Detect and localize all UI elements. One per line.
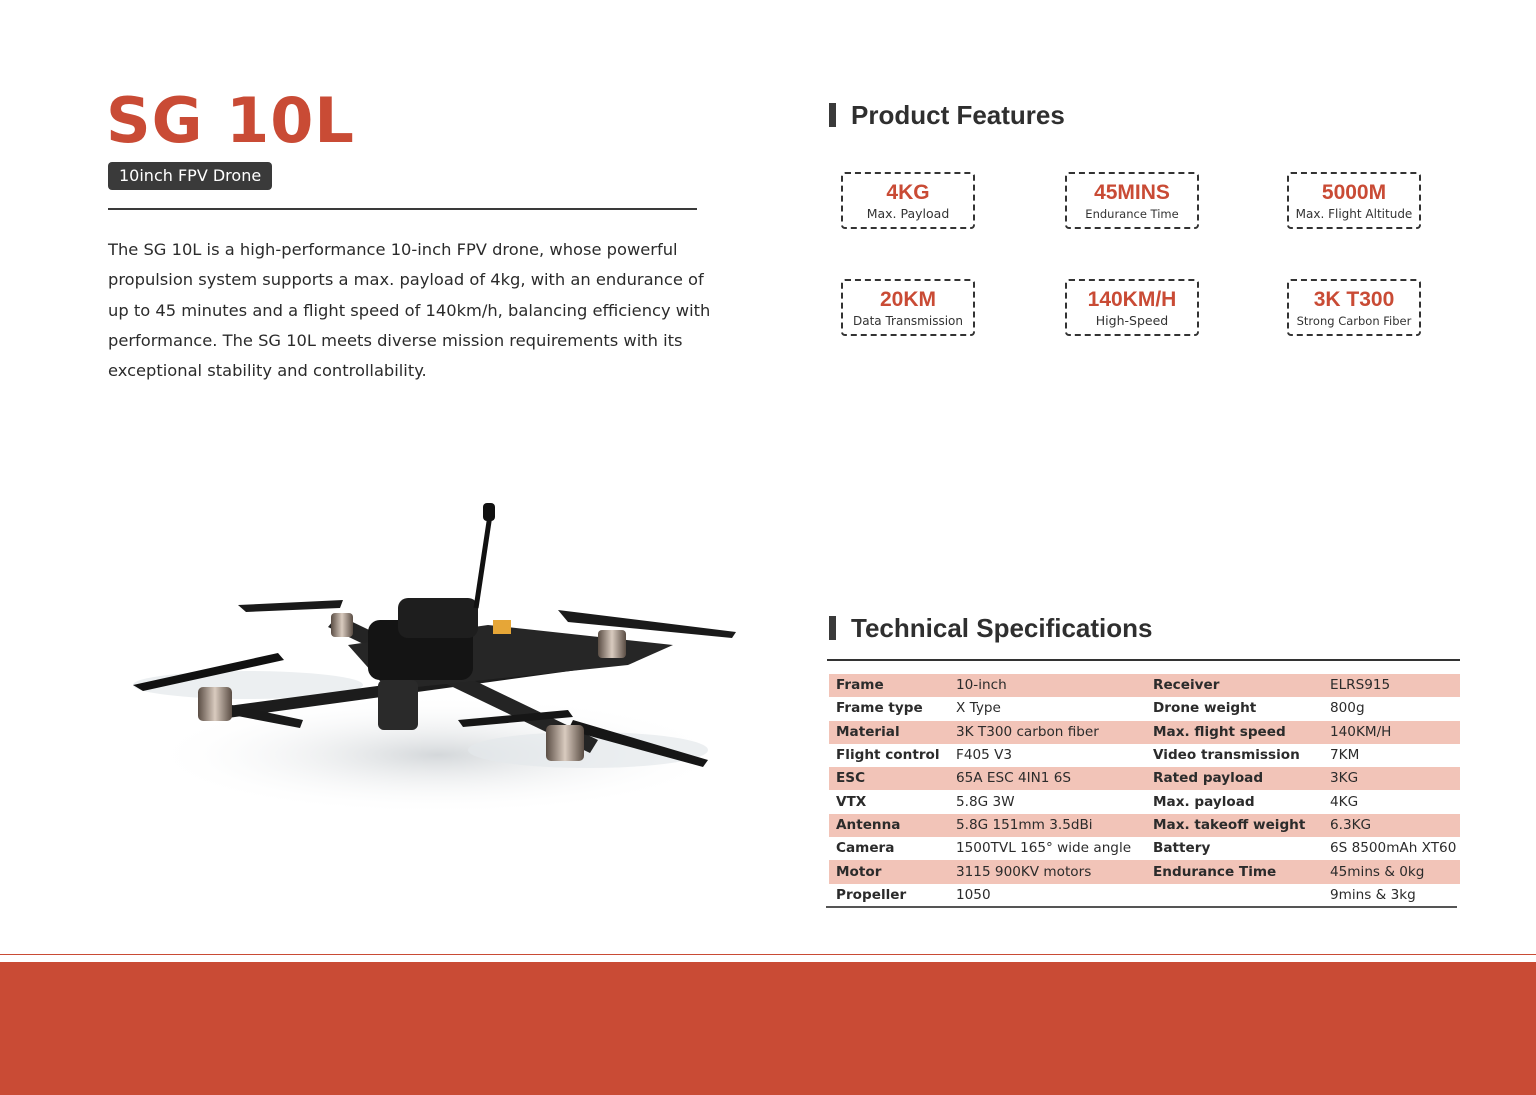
spec-value: 7KM — [1330, 747, 1360, 764]
feature-card-payload — [841, 172, 975, 229]
antenna — [476, 515, 490, 608]
spec-key: Receiver — [1146, 674, 1323, 697]
table-row — [829, 721, 1460, 744]
table-row — [829, 674, 1460, 697]
feature-label: Endurance Time — [1085, 207, 1179, 221]
feature-label: Data Transmission — [853, 314, 963, 328]
battery-top — [398, 598, 478, 638]
spec-key: Material — [829, 721, 949, 744]
spec-key: Rated payload — [1146, 767, 1323, 790]
drone-image — [128, 495, 748, 840]
spec-key: ESC — [829, 767, 949, 790]
feature-value: 3K T300 — [1313, 288, 1395, 311]
table-row — [829, 884, 1460, 907]
table-row — [829, 837, 1460, 860]
heading-bar — [829, 103, 836, 127]
specs-table — [829, 674, 1460, 907]
feature-card-endurance — [1065, 172, 1199, 229]
feature-label: Max. Flight Altitude — [1295, 207, 1413, 221]
spec-key: Frame type — [836, 700, 923, 717]
product-description: The SG 10L is a high-performance 10-inch FPV drone, whose powerful propulsion system supports a max. payload of 4kg, with an endurance of up to 45 minutes and a flight speed of 140km/h, balancing efficiency with performance. The SG 10L meets diverse mission requirements with its exceptional stability and controllability. — [108, 240, 711, 381]
spec-key: Endurance Time — [1146, 860, 1323, 883]
motor — [198, 687, 232, 721]
footer-band — [0, 962, 1536, 1095]
motor — [598, 630, 626, 658]
spec-value: 1500TVL 165° wide angle — [956, 840, 1132, 857]
product-title: SG 10L — [106, 84, 355, 157]
spec-key: Drone weight — [1153, 700, 1257, 717]
spec-key: Flight control — [836, 747, 940, 764]
specs-heading — [829, 613, 1153, 643]
title-divider — [108, 208, 697, 210]
spec-value: 3115 900KV motors — [949, 860, 1146, 883]
spec-value: 6S 8500mAh XT60 — [1330, 840, 1457, 857]
spec-key: Max. payload — [1153, 793, 1255, 810]
spec-key: Camera — [836, 840, 895, 857]
heading-bar — [829, 616, 836, 640]
features-heading — [829, 100, 1065, 130]
specs-top-rule — [827, 659, 1460, 661]
feature-label: Max. Payload — [866, 206, 950, 221]
feature-value: 45MINS — [1094, 181, 1170, 204]
feature-card-transmission — [841, 279, 975, 336]
spec-key: Battery — [1153, 840, 1211, 857]
spec-key: Max. flight speed — [1146, 721, 1323, 744]
spec-value: 65A ESC 4IN1 6S — [949, 767, 1146, 790]
spec-key: Propeller — [836, 886, 907, 903]
footer-divider — [0, 954, 1536, 955]
spec-value: 45mins & 0kg — [1323, 860, 1460, 883]
spec-key: Antenna — [829, 814, 949, 837]
xt60-connector — [493, 620, 511, 634]
spec-key: Motor — [829, 860, 949, 883]
spec-value: 800g — [1330, 700, 1365, 717]
motor — [546, 725, 584, 761]
drone-illustration — [128, 495, 748, 840]
spec-value: F405 V3 — [956, 747, 1013, 764]
spec-value: 1050 — [956, 886, 991, 903]
motor — [331, 613, 353, 637]
spec-value: 9mins & 3kg — [1330, 886, 1416, 903]
spec-value: 4KG — [1330, 793, 1359, 810]
propeller-back-right — [558, 610, 736, 638]
spec-key: VTX — [836, 793, 867, 810]
spec-value: 6.3KG — [1323, 814, 1460, 837]
spec-value: 5.8G 3W — [956, 793, 1015, 810]
spec-value: X Type — [956, 700, 1001, 717]
table-row — [829, 767, 1460, 790]
spec-value: 3KG — [1323, 767, 1460, 790]
feature-label: Strong Carbon Fiber — [1296, 314, 1412, 328]
spec-value: 5.8G 151mm 3.5dBi — [949, 814, 1146, 837]
spec-key — [1146, 884, 1323, 907]
antenna-tip — [483, 503, 495, 521]
feature-card-speed — [1065, 279, 1199, 336]
table-row — [829, 814, 1460, 837]
feature-value: 4KG — [886, 181, 930, 204]
features-heading-text: Product Features — [851, 99, 1065, 130]
specs-heading-text: Technical Specifications — [851, 612, 1153, 643]
specs-bottom-rule — [826, 906, 1457, 908]
table-row — [829, 790, 1460, 813]
feature-value: 5000M — [1321, 181, 1387, 204]
spec-key: Max. takeoff weight — [1146, 814, 1323, 837]
product-subtitle-badge: 10inch FPV Drone — [108, 162, 272, 190]
table-row — [829, 744, 1460, 767]
feature-card-altitude — [1287, 172, 1421, 229]
spec-value: ELRS915 — [1323, 674, 1460, 697]
feature-value: 140KM/H — [1087, 288, 1177, 311]
spec-key: Frame — [829, 674, 949, 697]
spec-key: Video transmission — [1153, 747, 1300, 764]
spec-value: 140KM/H — [1323, 721, 1460, 744]
table-row — [829, 860, 1460, 883]
propeller-back-left — [238, 600, 343, 612]
camera-mount — [378, 680, 418, 730]
table-row — [829, 697, 1460, 720]
spec-value: 3K T300 carbon fiber — [949, 721, 1146, 744]
feature-card-carbon — [1287, 279, 1421, 336]
spec-value: 10-inch — [949, 674, 1146, 697]
feature-value: 20KM — [879, 288, 937, 311]
feature-label: High-Speed — [1095, 313, 1169, 328]
